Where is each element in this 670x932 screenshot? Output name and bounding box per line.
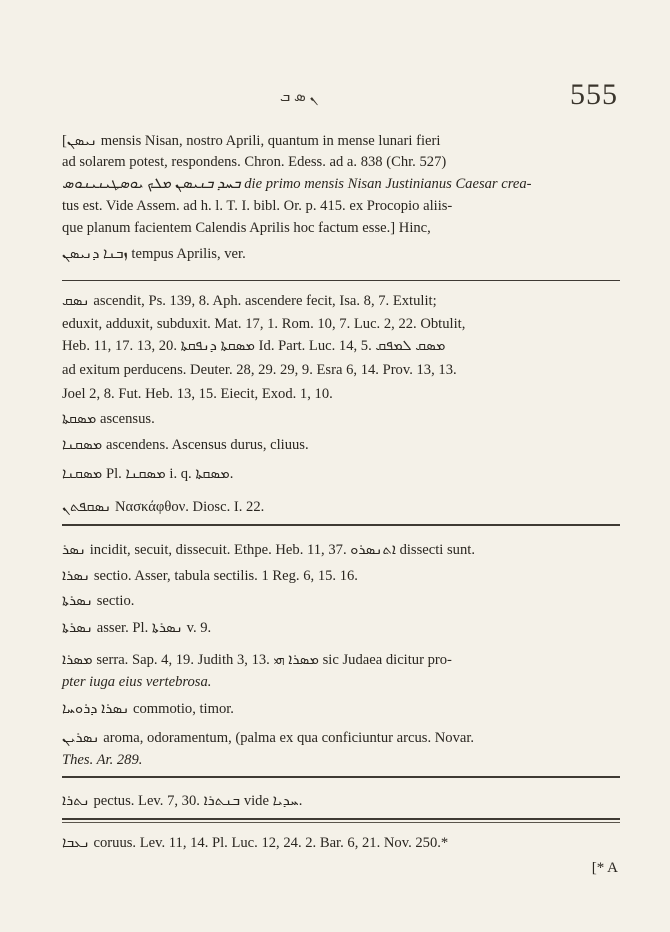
entry-line: ܙܒܢܐ ܕܢܝܣܢ tempus Aprilis, ver. [62, 246, 246, 262]
entry-line: ܢܣܪܬܐ sectio. [62, 593, 135, 609]
entry-line: ܡܣܩܢܐ Pl. ܡܣܩܢܐ i. q. ܡܣܩܬܐ. [62, 466, 234, 482]
entry-line: ܡܣܩܬܐ ascensus. [62, 411, 155, 427]
entry-line: ad exitum perducens. Deuter. 28, 29. 29, 9. Esra 6, 14. Prov. 13, 13. [62, 362, 457, 378]
entry-line: ܢܣܪܬܐ asser. Pl. ܢܣܪܬܐ v. 9. [62, 620, 212, 636]
entry-line: tus est. Vide Assem. ad h. l. T. I. bibl. Or. p. 415. ex Procopio aliis- [62, 198, 453, 214]
entry-line: Joel 2, 8. Fut. Heb. 13, 15. Eiecit, Exod. 1, 10. [62, 386, 333, 402]
entry-line: que planum facientem Calendis Aprilis hoc factum esse.] Hinc, [62, 220, 431, 236]
entry-line: eduxit, adduxit, subduxit. Mat. 17, 1. Rom. 10, 7. Luc. 2, 22. Obtulit, [62, 316, 466, 332]
page-number: 555 [570, 78, 618, 111]
entry-line: ܡܣܩܢܐ ascendens. Ascensus durus, cliuus. [62, 437, 309, 453]
section-divider [62, 524, 620, 526]
entry-line: ܢܣܪ incidit, secuit, dissecuit. Ethpe. Heb. 11, 37. ܐܬܢܣܪܘ dissecti sunt. [62, 542, 475, 558]
entry-line: ad solarem potest, respondens. Chron. Edess. ad a. 838 (Chr. 527) [62, 154, 447, 170]
entry-line: ܢܣܪܝܢ aroma, odoramentum, (palma ex qua conficiuntur arcus. Novar. [62, 730, 475, 746]
section-divider [62, 822, 620, 823]
section-divider [62, 280, 620, 281]
entry-line: ܢܬܪܐ pectus. Lev. 7, 30. ܒܢܬܪܐ vide ܚܕܝܐ. [62, 793, 303, 809]
catchword: [* A [591, 860, 618, 876]
entry-line: ܢܣܩ ascendit, Ps. 139, 8. Aph. ascendere fecit, Isa. 8, 7. Extulit; [62, 293, 437, 309]
section-divider [62, 776, 620, 778]
entry-line: Thes. Ar. 289. [62, 752, 143, 768]
entry-line: ܢܣܩܦܬܢ Νασκάφθον. Diosc. I. 22. [62, 499, 265, 515]
syriac-running-head: ܢ ܣ ܒ [280, 89, 318, 105]
entry-line: pter iuga eius vertebrosa. [62, 674, 212, 690]
entry-line: ܢܣܪܐ ܕܪܘܚܐ commotio, timor. [62, 701, 234, 717]
entry-line: [ܢܝܣܢ mensis Nisan, nostro Aprili, quantum in mense lunari fieri [62, 133, 441, 149]
entry-line: Heb. 11, 17. 13, 20. ܡܣܩܬܐ ܕܢܦܩܬܐ Id. Part. Luc. 14, 5. ܡܣܩ ܠܡܦܩ [62, 338, 446, 354]
entry-line: ܢܥܒܐ coruus. Lev. 11, 14. Pl. Luc. 12, 24. 2. Bar. 6, 21. Nov. 250.* [62, 835, 449, 851]
section-divider [62, 818, 620, 820]
entry-line: ܡܣܪܐ serra. Sap. 4, 19. Judith 3, 13. ܡܣܪܐ ܗܝ sic Judaea dicitur pro- [62, 652, 452, 668]
entry-line: ܢܣܪܐ sectio. Asser, tabula sectilis. 1 Reg. 6, 15. 16. [62, 568, 358, 584]
entry-line: ܒܚܕ ܒܢܝܣܢ ܡܠܟ ܝܘܣܛܝܢܝܢܘܣ die primo mensis Nisan Justinianus Caesar crea- [62, 176, 532, 192]
